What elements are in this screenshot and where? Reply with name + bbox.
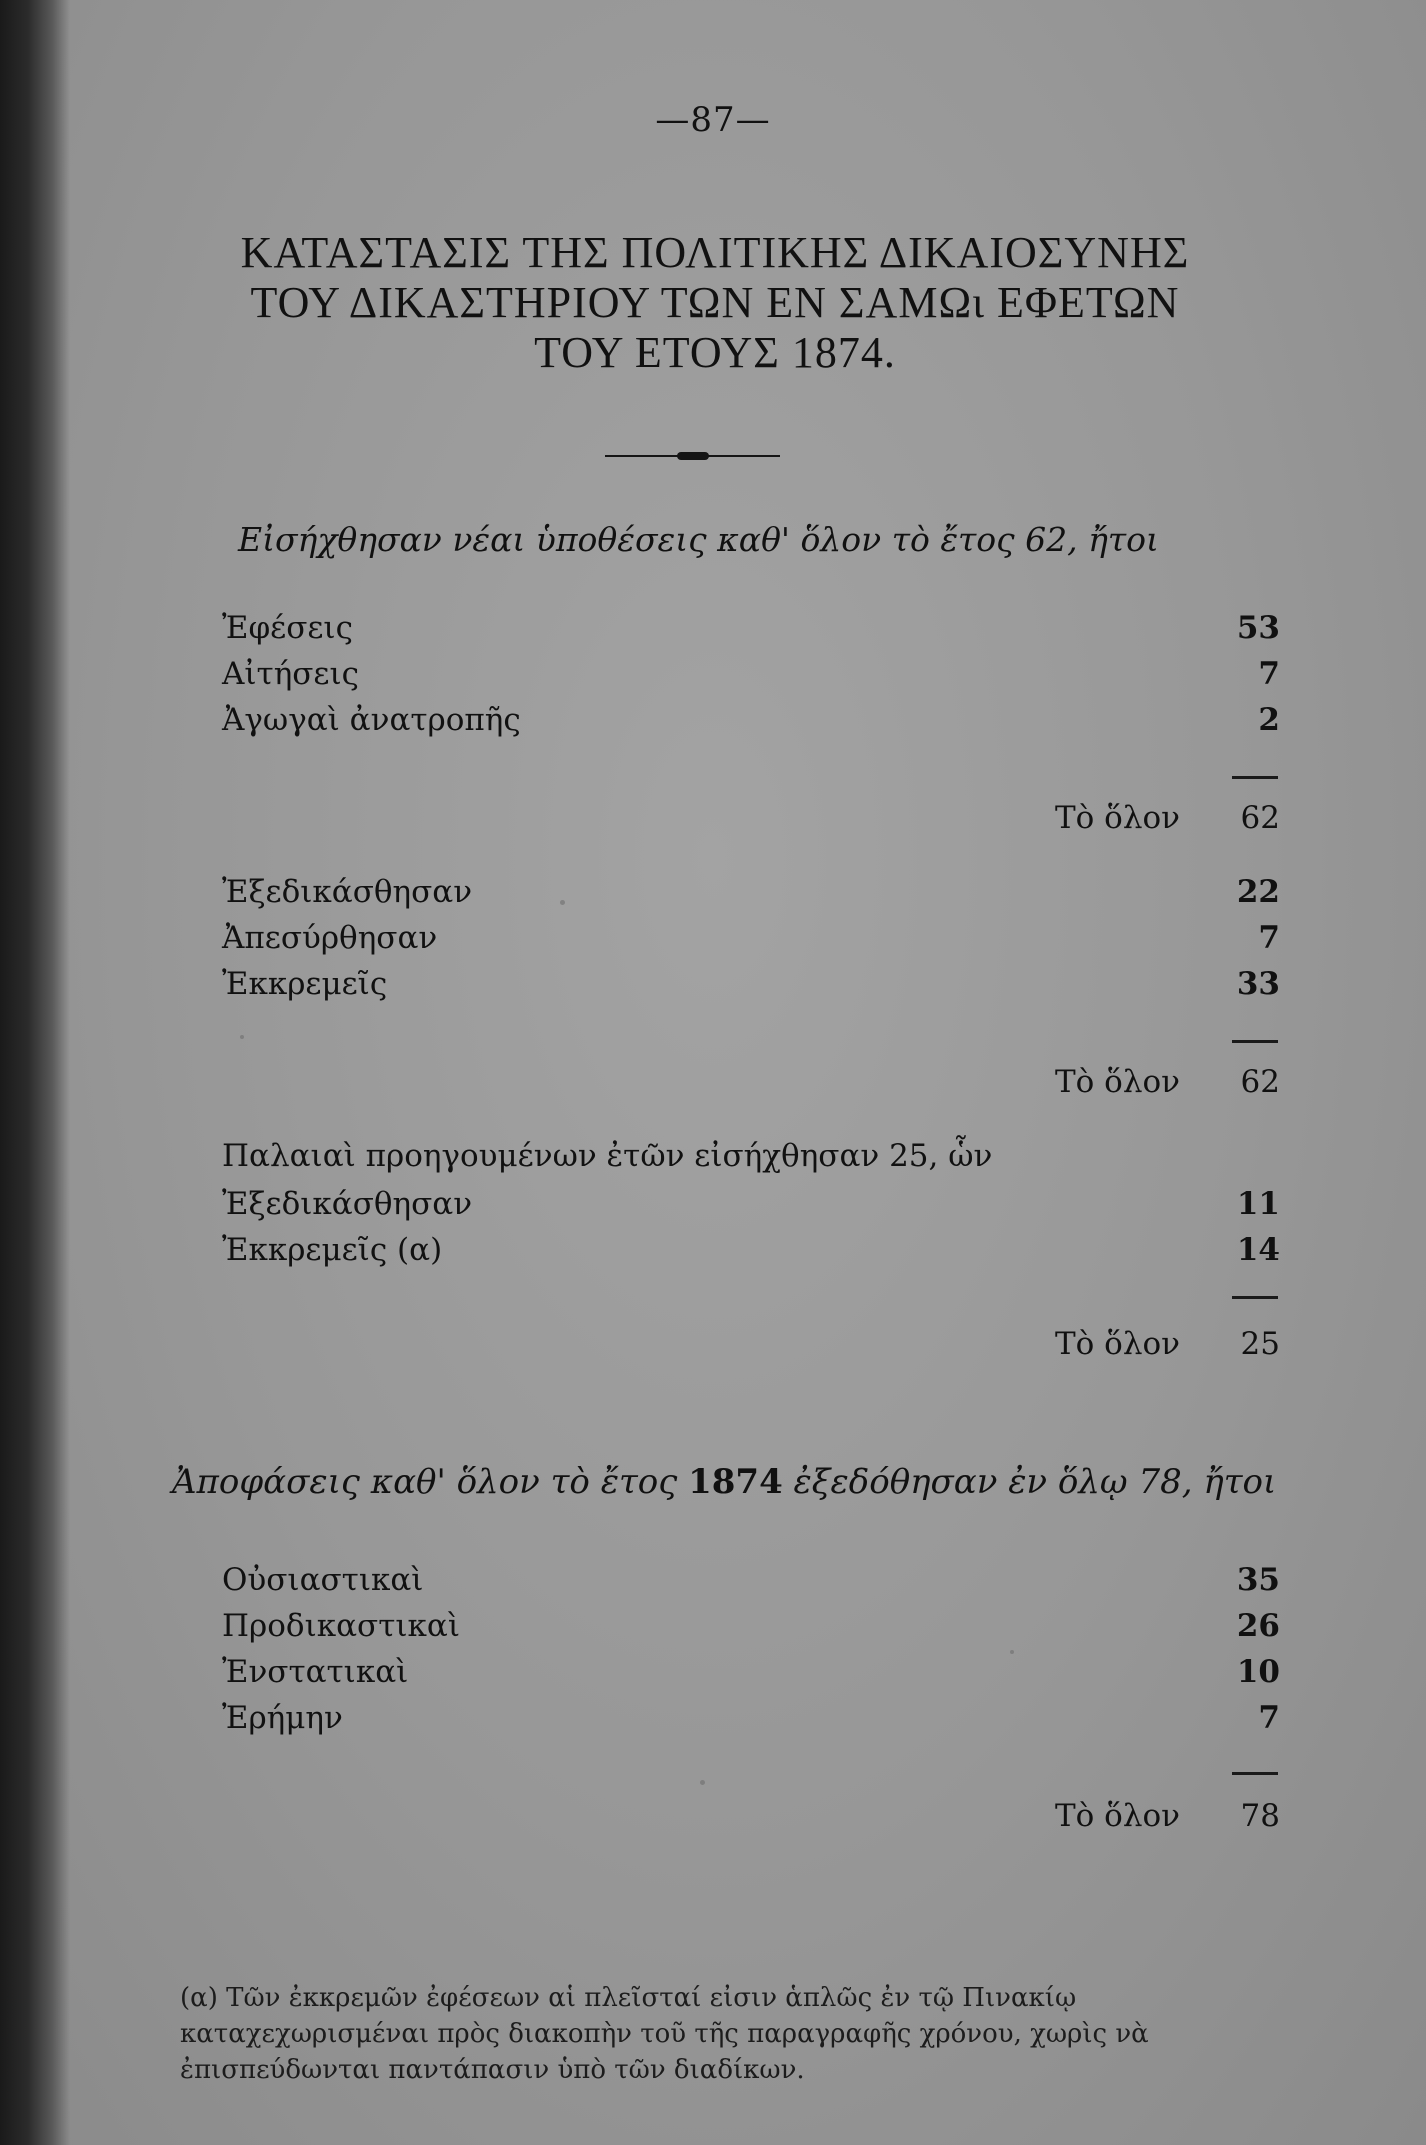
row-label: Ἐξεδικάσθησαν [222, 1186, 473, 1222]
sum-rule [1232, 1772, 1278, 1775]
footnote-line-2: καταχεχωρισμέναι πρὸς διακοπὴν τοῦ τῆς παραγραφῆς χρόνου, χωρὶς νὰ [180, 2019, 1149, 2049]
table-row [222, 1700, 1280, 1744]
row-value: 11 [1236, 1186, 1280, 1222]
row-label: Ἐξεδικάσθησαν [222, 874, 473, 910]
row-label: Ἐνστατικαὶ [222, 1654, 409, 1690]
row-value: 35 [1236, 1562, 1280, 1598]
row-value: 22 [1236, 874, 1280, 910]
total-row [1000, 800, 1280, 844]
scan-speck [240, 1035, 244, 1039]
footnote [180, 1980, 1280, 2088]
row-label: Ἀγωγαὶ ἀνατροπῆς [222, 702, 521, 738]
scan-speck [700, 1780, 705, 1785]
sum-rule [1232, 1296, 1278, 1299]
total-row [1000, 1064, 1280, 1108]
table-row [222, 1562, 1280, 1606]
total-value: 78 [1240, 1798, 1280, 1834]
row-label: Προδικαστικαὶ [222, 1608, 460, 1644]
decisions-year: 1874 [688, 1462, 783, 1502]
page-title [150, 228, 1280, 378]
row-label: Οὐσιαστικαὶ [222, 1562, 424, 1598]
table-row [222, 610, 1280, 654]
sum-rule [1232, 776, 1278, 779]
table-row [222, 702, 1280, 746]
row-value: 14 [1236, 1232, 1280, 1268]
row-value: 33 [1236, 966, 1280, 1002]
row-value: 2 [1258, 702, 1280, 738]
table-row [222, 920, 1280, 964]
page-number: —87— [655, 100, 771, 140]
book-spine-shadow [0, 0, 70, 2145]
row-value: 7 [1258, 920, 1280, 956]
row-value: 26 [1236, 1608, 1280, 1644]
table-row [222, 1232, 1280, 1276]
total-value: 62 [1240, 800, 1280, 836]
total-value: 25 [1240, 1326, 1280, 1362]
total-label: Τὸ ὅλον [1054, 800, 1180, 836]
total-row [1000, 1326, 1280, 1370]
total-label: Τὸ ὅλον [1054, 1064, 1180, 1100]
total-value: 62 [1240, 1064, 1280, 1100]
total-label: Τὸ ὅλον [1054, 1798, 1180, 1834]
title-ornament [605, 452, 780, 460]
table-row [222, 1608, 1280, 1652]
row-value: 10 [1236, 1654, 1280, 1690]
older-cases-heading: Παλαιαὶ προηγουμένων ἐτῶν εἰσήχθησαν 25, ὧν [222, 1138, 993, 1174]
title-line-2: ΤΟΥ ΔΙΚΑΣΤΗΡΙΟΥ ΤΩΝ ΕΝ ΣΑΜΩι ΕΦΕΤΩΝ [250, 278, 1180, 327]
decisions-text-before: Ἀποφάσεις καθ' ὅλον τὸ ἔτος [172, 1462, 678, 1502]
title-line-1: ΚΑΤΑΣΤΑΣΙΣ ΤΗΣ ΠΟΛΙΤΙΚΗΣ ΔΙΚΑΙΟΣΥΝΗΣ [240, 228, 1190, 277]
total-label: Τὸ ὅλον [1054, 1326, 1180, 1362]
total-row [1000, 1798, 1280, 1842]
row-label: Ἐκκρεμεῖς [222, 966, 388, 1002]
table-row [222, 1654, 1280, 1698]
footnote-line-1: (α) Τῶν ἐκκρεμῶν ἐφέσεων αἱ πλεῖσταί εἰσιν ἁπλῶς ἐν τῷ Πινακίῳ [180, 1983, 1077, 2013]
row-value: 53 [1236, 610, 1280, 646]
row-label: Ἐρήμην [222, 1700, 343, 1736]
footnote-line-3: ἐπισπεύδωνται παντάπασιν ὑπὸ τῶν διαδίκων. [180, 2055, 805, 2085]
row-label: Αἰτήσεις [222, 656, 360, 692]
sum-rule [1232, 1040, 1278, 1043]
row-label: Ἐκκρεμεῖς (α) [222, 1232, 443, 1268]
decisions-text-after: ἐξεδόθησαν ἐν ὅλῳ 78, ἤτοι [793, 1462, 1277, 1502]
intro-line: Εἰσήχθησαν νέαι ὑποθέσεις καθ' ὅλον τὸ ἔτος 62, ἤτοι [238, 520, 1159, 559]
row-value: 7 [1258, 656, 1280, 692]
table-row [222, 966, 1280, 1010]
table-row [222, 1186, 1280, 1230]
row-value: 7 [1258, 1700, 1280, 1736]
row-label: Ἀπεσύρθησαν [222, 920, 438, 956]
title-line-3: ΤΟΥ ΕΤΟΥΣ 1874. [534, 328, 896, 377]
table-row [222, 656, 1280, 700]
row-label: Ἐφέσεις [222, 610, 353, 646]
decisions-line [172, 1462, 1276, 1502]
table-row [222, 874, 1280, 918]
